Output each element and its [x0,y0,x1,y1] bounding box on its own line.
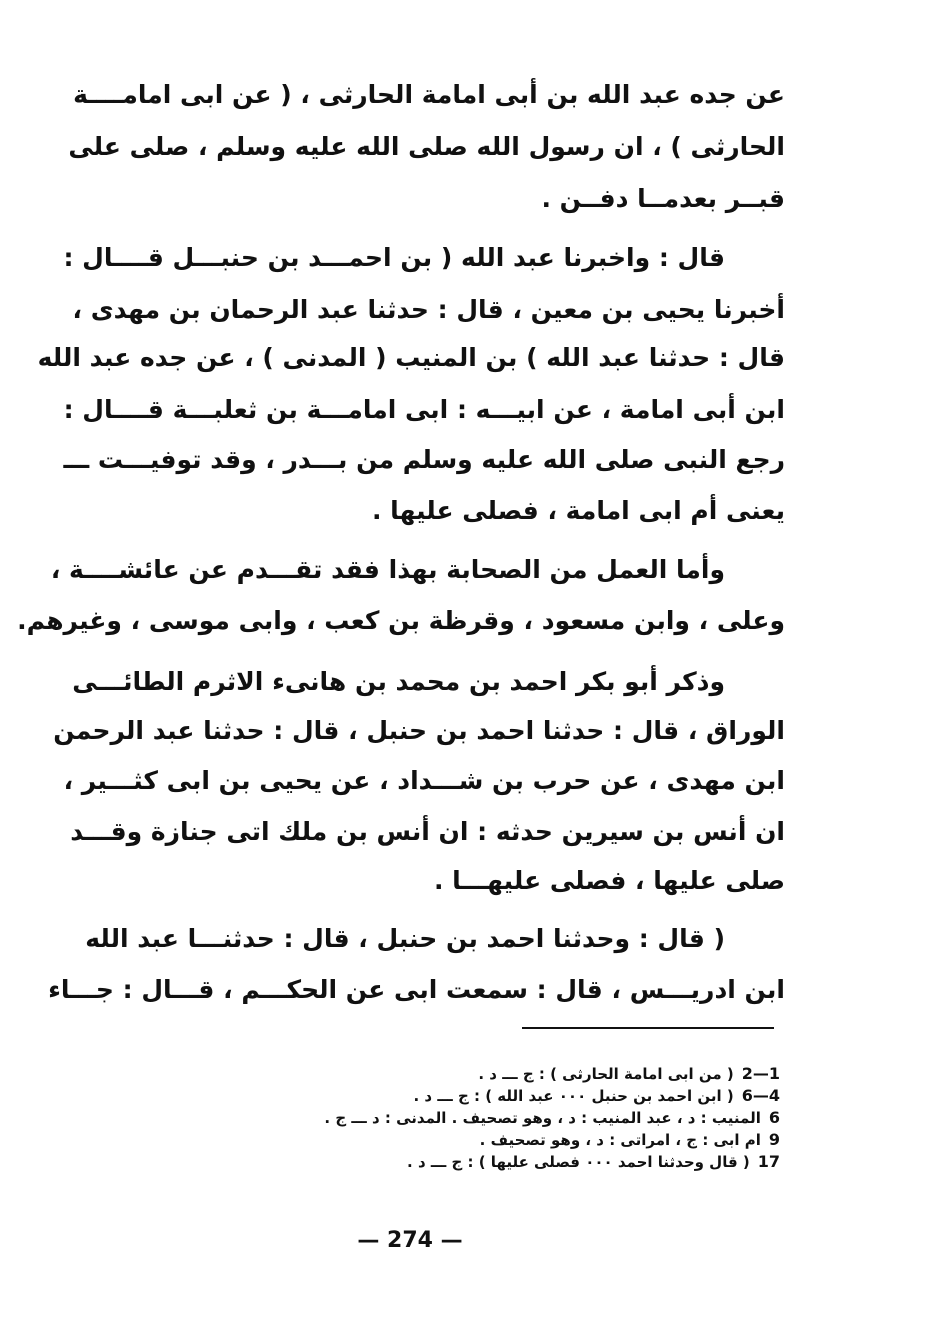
page-number: — 274 — [357,1228,463,1253]
footnote-text: ( من ابى امامة الحارثى ) : ج ـــ د . [478,1065,734,1083]
text-line: وذكر أبو بكر احمد بن محمد بن هانىء الاثرم الطائـــى [72,667,725,696]
text-line: صلى عليها ، فصلى عليهـــا . [433,866,785,895]
text-line: ابن ادريـــس ، قال : سمعت ابى عن الحكـــم ، قـــال : جـــاء [48,975,785,1004]
footnote-divider [522,1027,774,1029]
footnote-item [240,1107,780,1129]
footnote-text: ( ابن احمد بن حنبل ٠٠٠ عبد الله ) : ج ـــ د . [413,1087,734,1105]
footnote-item [240,1063,780,1085]
text-line: عن جده عبد الله بن أبى امامة الحارثى ، ( عن ابى امامــــة [73,80,785,109]
footnote-number: 6—4 [741,1086,780,1105]
text-line: ابن مهدى ، عن حرب بن شـــداد ، عن يحيى بن ابى كثـــير ، [63,766,785,795]
text-line: الحارثى ) ، ان رسول الله صلى الله عليه وسلم ، صلى على [68,132,785,161]
footnote-text: ام ابى : ج ، امراتى : د ، وهو تصحيف . [479,1131,761,1149]
footnote-item [240,1129,780,1151]
text-line: ( قال : وحدثنا احمد بن حنبل ، قال : حدثنـــا عبد الله [85,924,725,953]
footnote-number: 2—1 [741,1064,780,1083]
text-line: رجع النبى صلى الله عليه وسلم من بـــدر ، وقد توفيـــت ـــ [63,445,785,474]
text-line: وأما العمل من الصحابة بهذا فقد تقـــدم عن عائشــــة ، [50,555,725,584]
footnotes [240,1063,780,1173]
footnote-number: 6 [768,1108,780,1127]
text-line: قال : حدثنا عبد الله ) بن المنيب ( المدنى ) ، عن جده عبد الله [37,343,785,372]
text-line: ان أنس بن سيرين حدثه : ان أنس بن ملك اتى جنازة وقـــد [70,817,785,846]
text-line: الوراق ، قال : حدثنا احمد بن حنبل ، قال : حدثنا عبد الرحمن [53,716,785,745]
text-line: أخبرنا يحيى بن معين ، قال : حدثنا عبد الرحمان بن مهدى ، [72,295,785,324]
footnote-number: 17 [757,1152,780,1171]
footnote-text: ( قال وحدثنا احمد ٠٠٠ فصلى عليها ) : ج ـــ د . [407,1153,750,1171]
footnote-item [240,1151,780,1173]
text-line: وعلى ، وابن مسعود ، وقرظة بن كعب ، وابى موسى ، وغيرهم. [17,606,785,635]
text-line: قبــر بعدمــا دفــن . [541,184,785,213]
text-line: قال : واخبرنا عبد الله ( بن احمـــد بن حنبـــل قــــال : [63,243,725,272]
text-line: ابن أبى امامة ، عن ابيـــه : ابى امامـــة بن ثعلبـــة قــــال : [63,395,785,424]
text-line: يعنى أم ابى امامة ، فصلى عليها . [371,496,785,525]
footnote-text: المنيب : د ، عبد المنيب : د ، وهو تصحيف . المدنى : د ـــ ج . [324,1109,761,1127]
footnote-item [240,1085,780,1107]
footnote-number: 9 [768,1130,780,1149]
